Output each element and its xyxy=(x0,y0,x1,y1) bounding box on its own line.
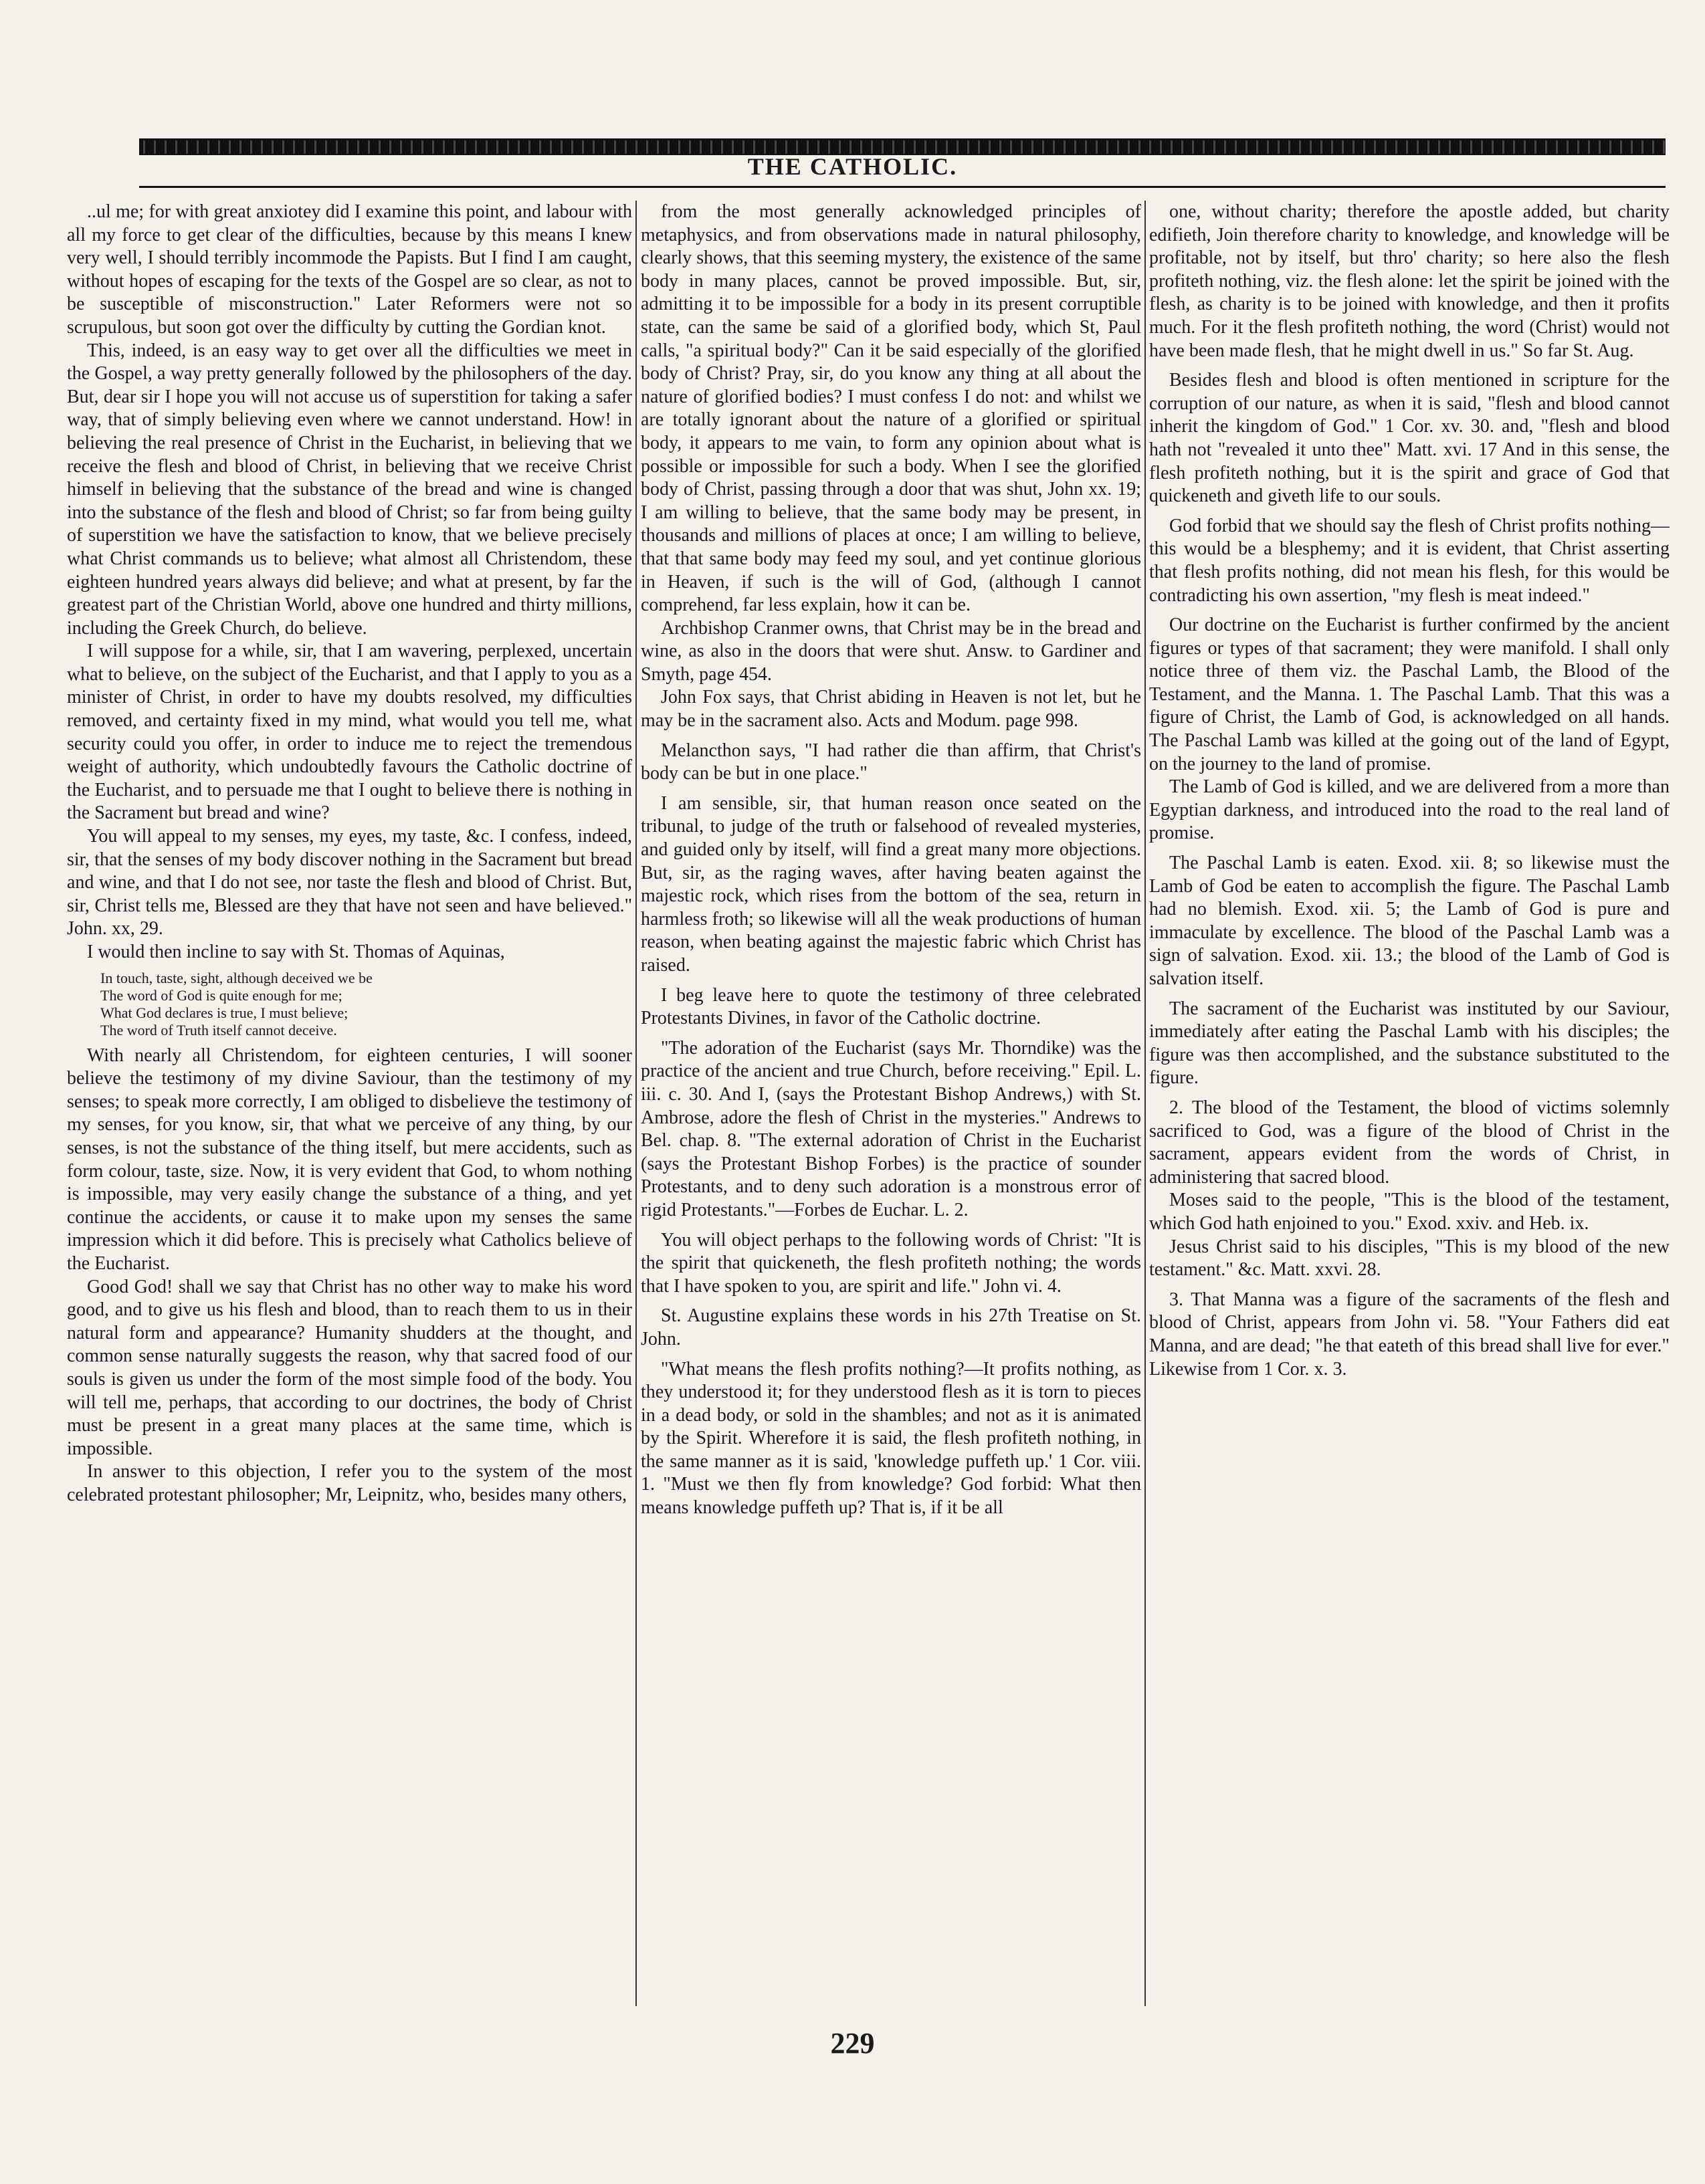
paragraph: 3. That Manna was a figure of the sacraments of the flesh and blood of Christ, appears from John vi. 58. "Your Fathers did eat Manna, and are dead; "he that eateth of this bread shall live for ever." Likewise from 1 Cor. x. 3. xyxy=(1149,1289,1670,1380)
paragraph: Jesus Christ said to his disciples, "This is my blood of the new testament." &c. Matt. xxvi. 28. xyxy=(1149,1236,1670,1281)
paragraph: I will suppose for a while, sir, that I am wavering, perplexed, uncertain what to believe, on the subject of the Eucharist, and that I apply to you as a minister of Christ, in order to have my doubts resolved, my difficulties removed, and certainty fixed in my mind, what would you tell me, what security could you offer, in order to induce me to reject the tremendous weight of authority, which undoubtedly favours the Catholic doctrine of the Eucharist, and to persuade me that I ought to believe there is nothing in the Sacrament but bread and wine? xyxy=(67,641,632,824)
column-2 xyxy=(641,201,1141,2006)
page-number: 229 xyxy=(830,2027,875,2060)
verse-line: In touch, taste, sight, although deceived we be xyxy=(100,969,373,986)
paragraph: one, without charity; therefore the apostle added, but charity edifieth, Join therefore charity to knowledge, and knowledge will be profitable, not by itself, but thro' charity; so here also the flesh profiteth nothing, viz. the flesh alone: let the spirit be joined with the flesh, as charity is to be joined with knowledge, and then it profits much. For it the flesh profiteth nothing, the word (Christ) would not have been made flesh, that he might dwell in us." So far St. Aug. xyxy=(1149,201,1670,361)
paragraph: "The adoration of the Eucharist (says Mr. Thorndike) was the practice of the ancient and true Church, before receiving." Epil. L. iii. c. 30. And I, (says the Protestant Bishop Andrews,) with St. Ambrose, adore the flesh of Christ in the mysteries." Andrews to Bel. chap. 8. "The external adoration of Christ in the Eucharist (says the Protestant Bishop Forbes) is the practice of sounder Protestants, and to deny such adoration is a monstrous error of rigid Protestants."—Forbes de Euchar. L. 2. xyxy=(641,1037,1141,1220)
paragraph: Archbishop Cranmer owns, that Christ may be in the bread and wine, as also in the doors that were shut. Answ. to Gardiner and Smyth, page 454. xyxy=(641,617,1141,685)
paragraph: The Paschal Lamb is eaten. Exod. xii. 8; so likewise must the Lamb of God be eaten to accomplish the figure. The Paschal Lamb had no blemish. Exod. xii. 5; the Lamb of God is pure and immaculate by excellence. The blood of the Paschal Lamb was a sign of salvation. Exod. xii. 13.; the blood of the Lamb of God is salvation itself. xyxy=(1149,853,1670,989)
paragraph: Besides flesh and blood is often mentioned in scripture for the corruption of our nature, as when it is said, "flesh and blood cannot inherit the kingdom of God." 1 Cor. xv. 30. and, "flesh and blood hath not "revealed it unto thee" Matt. xvi. 17 And in this sense, the flesh profiteth nothing, but it is the spirit and grace of God that quickeneth and giveth life to our souls. xyxy=(1149,370,1670,507)
column-3 xyxy=(1149,201,1670,2006)
paragraph: Our doctrine on the Eucharist is further confirmed by the ancient figures or types of that sacrament; they were manifold. I shall only notice three of them viz. the Paschal Lamb, the Blood of the Testament, and the Manna. 1. The Paschal Lamb. That this was a figure of Christ, the Lamb of God, is acknowledged on all hands. The Paschal Lamb was killed at the going out of the land of Egypt, on the journey to the land of promise. xyxy=(1149,615,1670,774)
paragraph: God forbid that we should say the flesh of Christ profits nothing—this would be a blesphemy; and it is evident, that Christ asserting that flesh profits nothing, did not mean his flesh, for this would be contradicting his own assertion, "my flesh is meat indeed." xyxy=(1149,515,1670,606)
paragraph: St. Augustine explains these words in his 27th Treatise on St. John. xyxy=(641,1305,1141,1349)
masthead-rule xyxy=(139,186,1666,188)
poem-quote xyxy=(100,970,632,1039)
paragraph: from the most generally acknowledged principles of metaphysics, and from observations made in natural philosophy, clearly shows, that this seeming mystery, the existence of the same body in many places, cannot be proved impossible. But, sir, admitting it to be impossible for a body in its present corruptible state, can the same be said of a glorified body, which St, Paul calls, "a spiritual body?" Can it be said especially of the glorified body of Christ? Pray, sir, do you know any thing at all about the nature of glorified bodies? I must confess I do not: and whilst we are totally ignorant about the nature of a glorified or spiritual body, it appears to me vain, to form any opinion about what is possible or impossible for such a body. When I see the glorified body of Christ, passing through a door that was shut, John xx. 19; I am willing to believe, that the same body may be present, in thousands and millions of places at once; I am willing to believe, that that same body may feed my soul, and yet continue glorious in Heaven, if such is the will of God, (although I cannot comprehend, far less explain, how it can be. xyxy=(641,201,1141,616)
paragraph: "What means the flesh profits nothing?—It profits nothing, as they understood it; for they understood flesh as it is torn to pieces in a dead body, or sold in the shambles; and not as it is animated by the Spirit. Wherefore it is said, the flesh profiteth nothing, in the same manner as it is said, 'knowledge puffeth up.' 1 Cor. viii. 1. "Must we then fly from knowledge? God forbid: What then means knowledge puffeth up? That is, if it be all xyxy=(641,1358,1141,1519)
paragraph: I would then incline to say with St. Thomas of Aquinas, xyxy=(87,942,505,962)
paragraph: ..ul me; for with great anxiotey did I examine this point, and labour with all my force to get clear of the difficulties, because by this means I knew very well, I should terribly incommode the Papists. But I find I am caught, without hopes of escaping for the texts of the Gospel are so clear, as not to be susceptible of misconstruction." Later Reformers were not so scrupulous, but soon got over the difficulty by cutting the Gordian knot. xyxy=(67,201,632,338)
column-divider xyxy=(1144,201,1146,2006)
paragraph: Moses said to the people, "This is the blood of the testament, which God hath enjoined to you." Exod. xxiv. and Heb. ix. xyxy=(1149,1190,1670,1234)
paragraph: With nearly all Christendom, for eighteen centuries, I will sooner believe the testimony of my divine Saviour, than the testimony of my senses; to speak more correctly, I am obliged to disbelieve the testimony of my senses, for you know, sir, that what we perceive of any thing, by our senses, is not the substance of the thing itself, but mere accidents, such as form colour, taste, size. Now, it is very evident that God, to whom nothing is impossible, may very easily change the substance of a thing, and yet continue the accidents, or cause it to make upon my senses the same impression which it did before. This is precisely what Catholics believe of the Eucharist. xyxy=(67,1045,632,1274)
verse-line: The word of Truth itself cannot deceive. xyxy=(100,1021,337,1039)
paragraph: I am sensible, sir, that human reason once seated on the tribunal, to judge of the truth or falsehood of revealed mysteries, and guided only by itself, will find a great many more objections. But, sir, as the raging waves, after having beaten against the majestic rock, which rises from the bottom of the sea, return in harmless froth; so likewise will all the weak productions of human reason, when beating against the majestic fabric which Christ has raised. xyxy=(641,792,1141,976)
masthead-title: THE CATHOLIC. xyxy=(747,153,958,180)
paragraph: This, indeed, is an easy way to get over all the difficulties we meet in the Gospel, a way pretty generally followed by the philosophers of the day. But, dear sir I hope you will not accuse us of superstition for taking a safer way, that of simply believing even where we cannot understand. How! in believing the real presence of Christ in the Eucharist, in believing that we receive the flesh and blood of Christ, in believing that we receive Christ himself in believing that the substance of the bread and wine is changed into the substance of the flesh and blood of Christ; so far from being guilty of superstition we have the satisfaction to know, that we believe precisely what Christ commands us to believe; what almost all Christendom, these eighteen hundred years always did believe; and what at present, by far the greatest part of the Christian World, above one hundred and thirty millions, including the Greek Church, do believe. xyxy=(67,340,632,639)
paragraph: The Lamb of God is killed, and we are delivered from a more than Egyptian darkness, and introduced into the road to the real land of promise. xyxy=(1149,776,1670,844)
paragraph: 2. The blood of the Testament, the blood of victims solemnly sacrificed to God, was a figure of the blood of Christ in the sacrament, appears evident from the words of Christ, in administering that sacred blood. xyxy=(1149,1097,1670,1188)
paragraph: Melancthon says, "I had rather die than affirm, that Christ's body can be but in one place." xyxy=(641,740,1141,784)
column-1 xyxy=(67,201,632,2006)
paragraph: Good God! shall we say that Christ has no other way to make his word good, and to give us his flesh and blood, than to reach them to us in their natural form and appearance? Humanity shudders at the thought, and common sense naturally suggests the reason, why that sacred food of our souls is given us under the form of the most simple food of the body. You will tell me, perhaps, that according to our doctrines, the body of Christ must be present in a great many places at the same time, which is impossible. xyxy=(67,1276,632,1459)
paragraph: The sacrament of the Eucharist was instituted by our Saviour, immediately after eating the Paschal Lamb with his disciples; the figure was then accomplished, and the substance substituted to the figure. xyxy=(1149,998,1670,1089)
paragraph: You will object perhaps to the following words of Christ: "It is the spirit that quickeneth, the flesh profiteth nothing; the words that I have spoken to you, are spirit and life." John vi. 4. xyxy=(641,1229,1141,1297)
paragraph: John Fox says, that Christ abiding in Heaven is not let, but he may be in the sacrament also. Acts and Modum. page 998. xyxy=(641,687,1141,732)
verse-line: The word of God is quite enough for me; xyxy=(100,986,342,1004)
paragraph: In answer to this objection, I refer you to the system of the most celebrated protestant philosopher; Mr, Leipnitz, who, besides many others, xyxy=(67,1461,632,1505)
column-divider xyxy=(635,201,637,2006)
verse-line: What God declares is true, I must believe; xyxy=(100,1004,348,1021)
paragraph: You will appeal to my senses, my eyes, my taste, &c. I confess, indeed, sir, that the senses of my body discover nothing in the Sacrament but bread and wine, and that I do not see, nor taste the flesh and blood of Christ. But, sir, Christ tells me, Blessed are they that have not seen and have believed." John. xx, 29. xyxy=(67,826,632,940)
paragraph: I beg leave here to quote the testimony of three celebrated Protestants Divines, in favor of the Catholic doctrine. xyxy=(641,984,1141,1029)
